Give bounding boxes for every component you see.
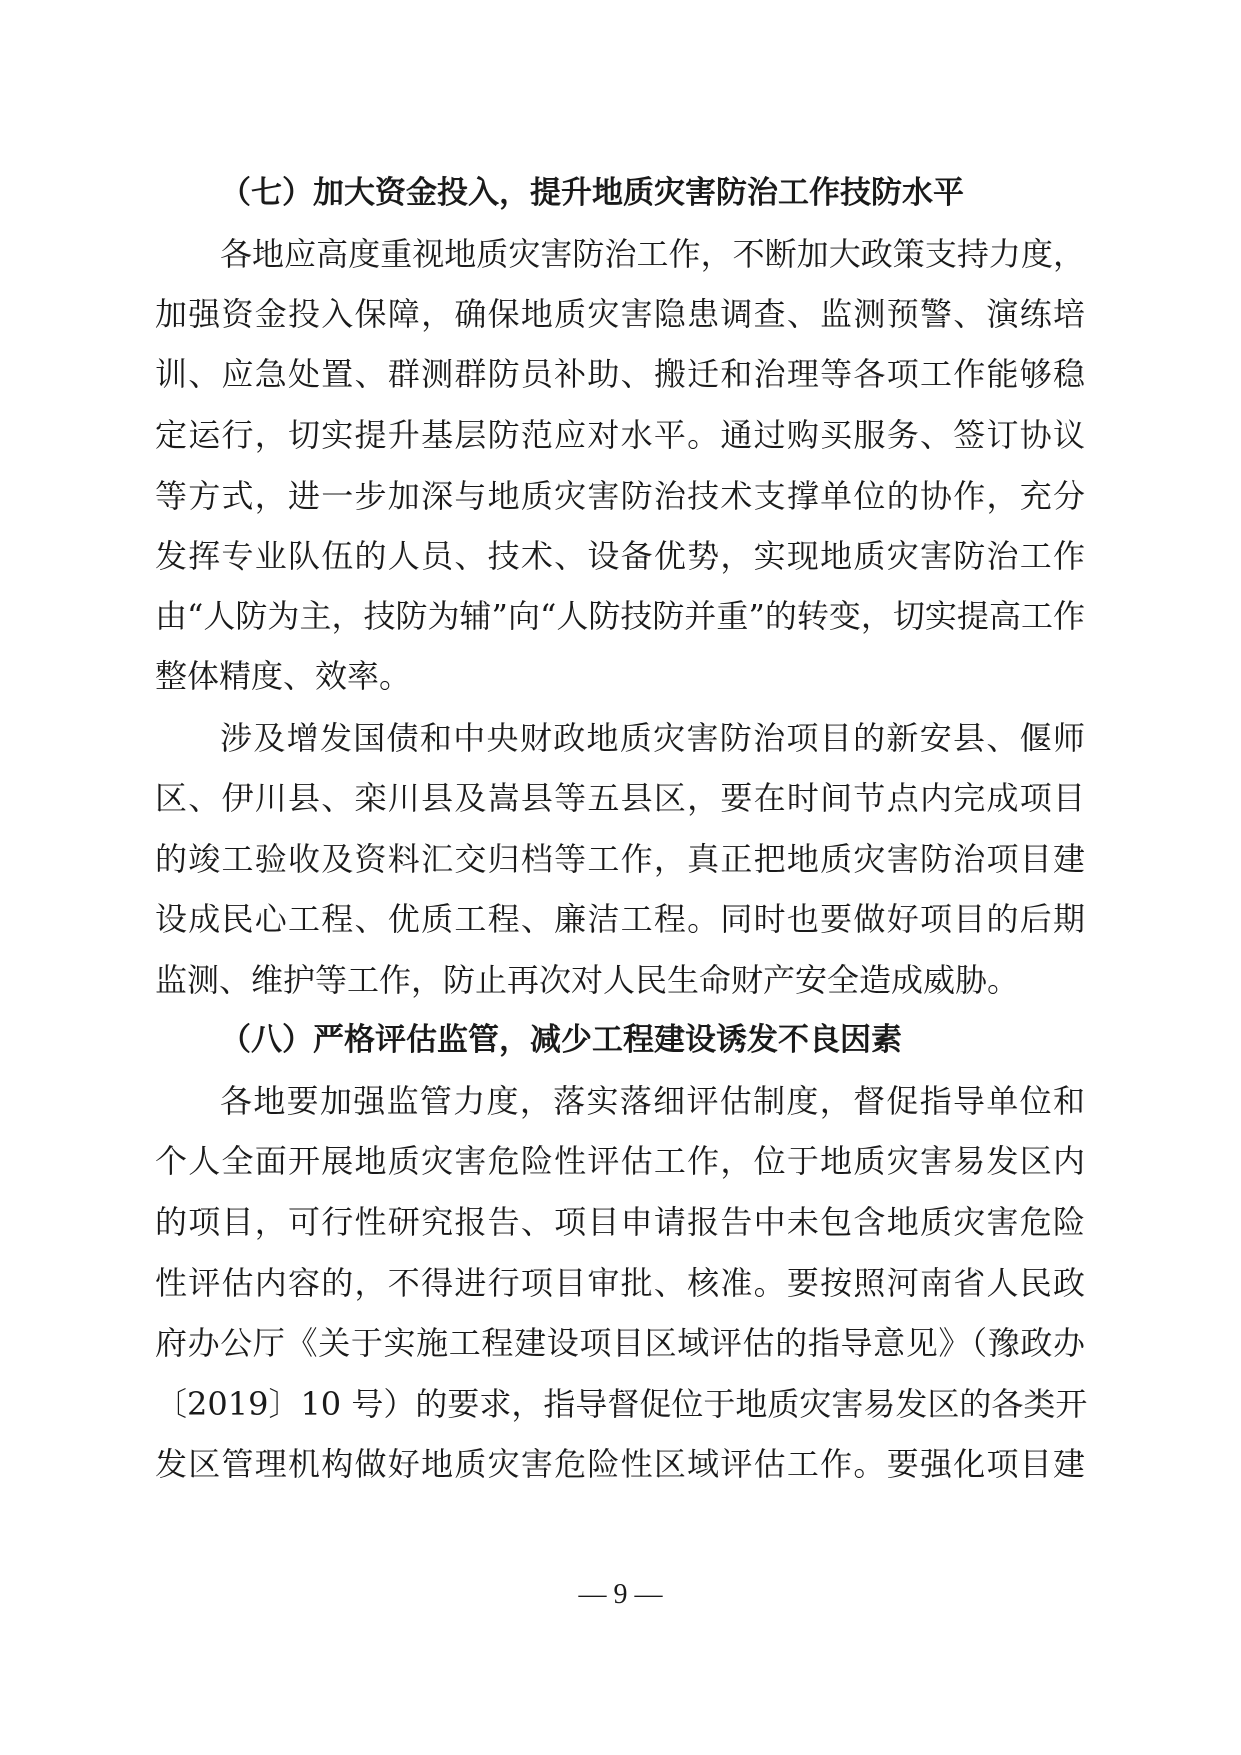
paragraph-line: 整体精度、效率。 [155, 657, 412, 695]
paragraph-line: 涉及增发国债和中央财政地质灾害防治项目的新安县、偃师 [220, 719, 1085, 757]
paragraph-line: 的竣工验收及资料汇交归档等工作，真正把地质灾害防治项目建 [155, 840, 1085, 878]
paragraph-line: 府办公厅《关于实施工程建设项目区域评估的指导意见》（豫政办 [155, 1324, 1085, 1362]
paragraph-line: 由“人防为主，技防为辅”向“人防技防并重”的转变，切实提高工作 [155, 597, 1085, 635]
paragraph-line: 的项目，可行性研究报告、项目申请报告中未包含地质灾害危险 [155, 1203, 1085, 1241]
paragraph-line: 发挥专业队伍的人员、技术、设备优势，实现地质灾害防治工作 [155, 537, 1085, 575]
paragraph-line: 个人全面开展地质灾害危险性评估工作，位于地质灾害易发区内 [155, 1142, 1085, 1180]
page-number: — 9 — [578, 1579, 663, 1610]
paragraph-line: 区、伊川县、栾川县及嵩县等五县区，要在时间节点内完成项目 [155, 779, 1085, 817]
section-heading-7: （七）加大资金投入，提升地质灾害防治工作技防水平 [220, 175, 964, 211]
paragraph-line: 训、应急处置、群测群防员补助、搬迁和治理等各项工作能够稳 [155, 355, 1085, 393]
paragraph-line: 性评估内容的，不得进行项目审批、核准。要按照河南省人民政 [155, 1264, 1085, 1302]
paragraph-line: 各地应高度重视地质灾害防治工作，不断加大政策支持力度， [220, 235, 1085, 273]
section-heading-8: （八）严格评估监管，减少工程建设诱发不良因素 [220, 1022, 902, 1058]
paragraph-line: 各地要加强监管力度，落实落细评估制度，督促指导单位和 [220, 1082, 1085, 1120]
paragraph-line: 设成民心工程、优质工程、廉洁工程。同时也要做好项目的后期 [155, 900, 1085, 938]
paragraph-line: 加强资金投入保障，确保地质灾害隐患调查、监测预警、演练培 [155, 295, 1085, 333]
paragraph-line: 发区管理机构做好地质灾害危险性区域评估工作。要强化项目建 [155, 1445, 1085, 1483]
paragraph-line: 监测、维护等工作，防止再次对人民生命财产安全造成威胁。 [155, 961, 1020, 999]
paragraph-line: 定运行，切实提升基层防范应对水平。通过购买服务、签订协议 [155, 416, 1085, 454]
paragraph-line: 〔2019〕10 号）的要求，指导督促位于地质灾害易发区的各类开 [155, 1385, 1088, 1423]
paragraph-line: 等方式，进一步加深与地质灾害防治技术支撑单位的协作，充分 [155, 477, 1085, 515]
